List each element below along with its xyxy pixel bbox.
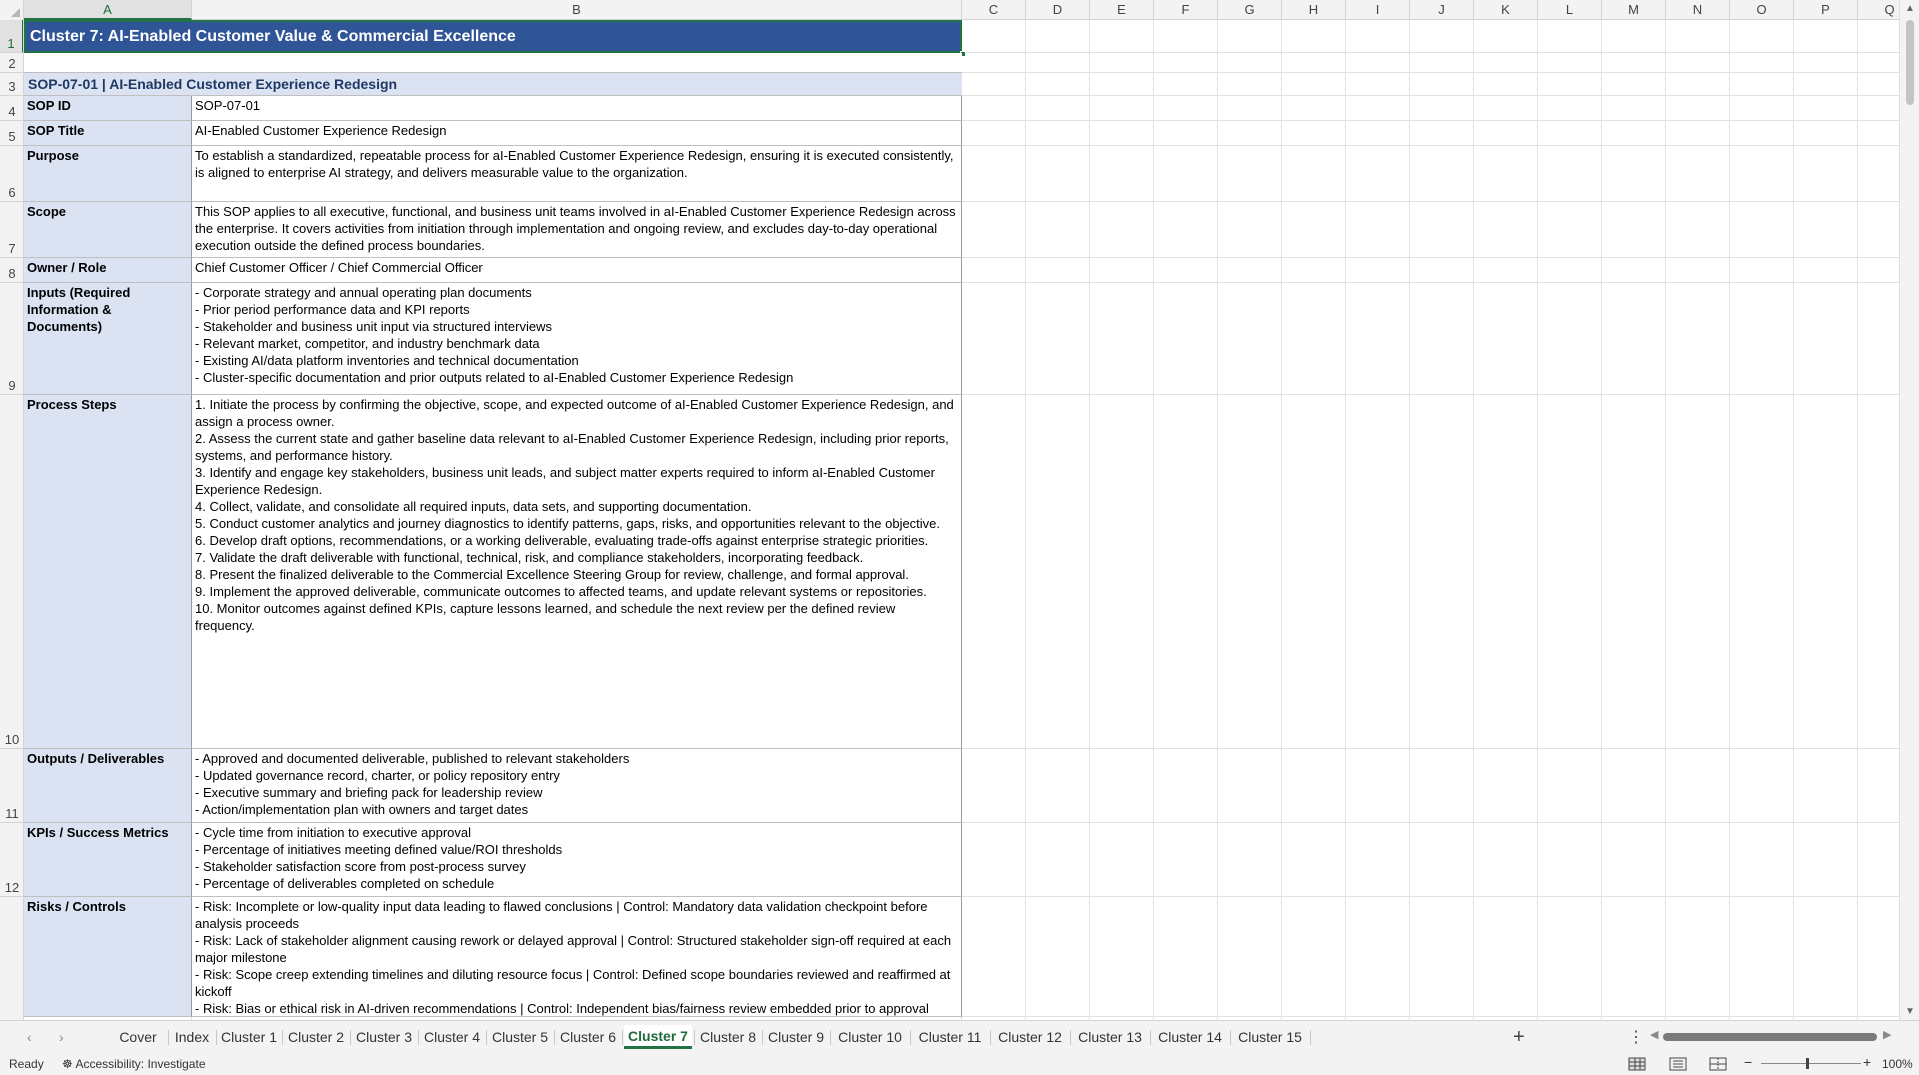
vertical-scroll-thumb[interactable] bbox=[1906, 20, 1914, 105]
tab-separator bbox=[216, 1030, 217, 1045]
field-value-cell[interactable]: - Cycle time from initiation to executive approval - Percentage of initiatives meeting defined value/ROI thresholds - Stakeholder satisfaction score from post-process survey - Percentage of deliverables completed on schedule bbox=[192, 823, 962, 897]
sheet-tab[interactable]: Cluster 14 bbox=[1158, 1029, 1222, 1045]
field-label-cell[interactable]: Owner / Role bbox=[24, 258, 192, 283]
tab-separator bbox=[910, 1030, 911, 1045]
column-header-bar bbox=[0, 0, 1919, 20]
row-header-12[interactable]: 12 bbox=[0, 823, 24, 897]
tab-separator bbox=[554, 1030, 555, 1045]
worksheet-grid[interactable] bbox=[24, 20, 1899, 1020]
tab-separator bbox=[350, 1030, 351, 1045]
field-value-cell[interactable]: - Corporate strategy and annual operating plan documents - Prior period performance data and KPI reports - Stakeholder and business unit input via structured interviews - Relevant market, competitor, and industry benchmark data - Existing AI/data platform inventories and technical documentation - Cluster-specific documentation and prior outputs related to aI-Enabled Customer Experience Redesign bbox=[192, 283, 962, 395]
chevron-right-icon[interactable]: › bbox=[59, 1029, 64, 1045]
accessibility-label: Accessibility: Investigate bbox=[75, 1057, 206, 1071]
sheet-tab[interactable]: Cluster 5 bbox=[491, 1029, 549, 1045]
accessibility-status[interactable] bbox=[62, 1057, 206, 1071]
column-header-c[interactable]: C bbox=[962, 0, 1026, 20]
tab-separator bbox=[990, 1030, 991, 1045]
page-break-icon[interactable] bbox=[1707, 1056, 1729, 1072]
field-label-cell[interactable]: Outputs / Deliverables bbox=[24, 749, 192, 823]
grid-column-line bbox=[1857, 20, 1858, 1020]
field-value-cell[interactable]: SOP-07-01 bbox=[192, 96, 962, 121]
field-label-cell[interactable]: Process Steps bbox=[24, 395, 192, 749]
column-header-m[interactable]: M bbox=[1602, 0, 1666, 20]
grid-column-line bbox=[1345, 20, 1346, 1020]
page-layout-icon[interactable] bbox=[1667, 1056, 1689, 1072]
column-header-f[interactable]: F bbox=[1154, 0, 1218, 20]
column-header-d[interactable]: D bbox=[1026, 0, 1090, 20]
sheet-tab[interactable]: Cluster 12 bbox=[998, 1029, 1062, 1045]
column-header-q[interactable]: Q bbox=[1858, 0, 1919, 20]
field-label-cell[interactable]: SOP ID bbox=[24, 96, 192, 121]
column-header-k[interactable]: K bbox=[1474, 0, 1538, 20]
field-label-cell[interactable]: Risks / Controls bbox=[24, 897, 192, 1017]
row-header-3[interactable]: 3 bbox=[0, 73, 24, 96]
column-header-b[interactable]: B bbox=[192, 0, 962, 20]
row-header-8[interactable]: 8 bbox=[0, 258, 24, 283]
grid-column-line bbox=[1665, 20, 1666, 1020]
sheet-tab[interactable]: Cluster 3 bbox=[355, 1029, 413, 1045]
column-header-j[interactable]: J bbox=[1410, 0, 1474, 20]
tab-separator bbox=[762, 1030, 763, 1045]
select-all-corner[interactable] bbox=[0, 0, 24, 20]
sheet-tab[interactable]: Cluster 4 bbox=[423, 1029, 481, 1045]
tab-separator bbox=[1070, 1030, 1071, 1045]
accessibility-icon: ☸ bbox=[62, 1057, 73, 1071]
column-header-a[interactable]: A bbox=[24, 0, 192, 20]
status-bar bbox=[0, 1053, 1919, 1075]
tab-separator bbox=[1310, 1030, 1311, 1045]
grid-column-line bbox=[1089, 20, 1090, 1020]
hscroll-left-icon[interactable]: ◀ bbox=[1650, 1029, 1659, 1041]
sheet-tab-bar bbox=[0, 1020, 1919, 1053]
field-label-cell[interactable]: Purpose bbox=[24, 146, 192, 202]
zoom-slider-knob[interactable] bbox=[1806, 1058, 1809, 1069]
column-header-p[interactable]: P bbox=[1794, 0, 1858, 20]
row-header-2[interactable]: 2 bbox=[0, 53, 24, 73]
column-header-i[interactable]: I bbox=[1346, 0, 1410, 20]
sheet-tab[interactable]: Cluster 9 bbox=[767, 1029, 825, 1045]
column-header-n[interactable]: N bbox=[1666, 0, 1730, 20]
grid-column-line bbox=[1473, 20, 1474, 1020]
sheet-title-cell[interactable]: Cluster 7: AI-Enabled Customer Value & Commercial Excellence bbox=[24, 20, 962, 53]
row-header-11[interactable]: 11 bbox=[0, 749, 24, 823]
tab-separator bbox=[168, 1030, 169, 1045]
horizontal-scroll-thumb[interactable] bbox=[1663, 1033, 1877, 1041]
sheet-tab[interactable]: Cluster 6 bbox=[559, 1029, 617, 1045]
tab-separator bbox=[486, 1030, 487, 1045]
sheet-tab[interactable]: Cluster 2 bbox=[287, 1029, 345, 1045]
row-header-1[interactable]: 1 bbox=[0, 20, 24, 53]
sheet-tab[interactable]: Cover bbox=[119, 1029, 157, 1045]
tab-separator bbox=[694, 1030, 695, 1045]
column-header-e[interactable]: E bbox=[1090, 0, 1154, 20]
empty-row-2[interactable] bbox=[24, 53, 962, 73]
grid-column-line bbox=[1793, 20, 1794, 1020]
row-header-9[interactable]: 9 bbox=[0, 283, 24, 395]
zoom-out-button[interactable]: − bbox=[1744, 1054, 1753, 1070]
grid-column-line bbox=[1153, 20, 1154, 1020]
scroll-down-icon[interactable]: ▼ bbox=[1905, 1006, 1915, 1017]
select-all-triangle-icon bbox=[11, 8, 20, 17]
zoom-slider[interactable] bbox=[1761, 1063, 1861, 1064]
sheet-tab[interactable]: Cluster 13 bbox=[1078, 1029, 1142, 1045]
tab-separator bbox=[1150, 1030, 1151, 1045]
grid-column-line bbox=[1409, 20, 1410, 1020]
sheet-tab[interactable]: Cluster 7 bbox=[624, 1025, 692, 1049]
row-header-4[interactable]: 4 bbox=[0, 96, 24, 121]
grid-column-line bbox=[1601, 20, 1602, 1020]
column-header-o[interactable]: O bbox=[1730, 0, 1794, 20]
chevron-left-icon[interactable]: ‹ bbox=[27, 1029, 32, 1045]
sheet-tab[interactable]: Cluster 15 bbox=[1238, 1029, 1302, 1045]
grid-column-line bbox=[1729, 20, 1730, 1020]
vertical-scrollbar[interactable] bbox=[1899, 0, 1919, 1020]
field-value-cell[interactable]: AI-Enabled Customer Experience Redesign bbox=[192, 121, 962, 146]
plus-icon[interactable]: + bbox=[1513, 1026, 1525, 1048]
grid-column-line bbox=[1025, 20, 1026, 1020]
zoom-level[interactable]: 100% bbox=[1882, 1057, 1913, 1071]
grid-column-line bbox=[1281, 20, 1282, 1020]
ellipsis-icon[interactable]: ⋮ bbox=[1628, 1029, 1644, 1046]
grid-column-line bbox=[1537, 20, 1538, 1020]
sop-header-cell[interactable]: SOP-07-01 | AI-Enabled Customer Experience Redesign bbox=[24, 73, 962, 96]
tab-separator bbox=[622, 1030, 623, 1045]
grid-column-line bbox=[1217, 20, 1218, 1020]
field-value-cell[interactable]: - Approved and documented deliverable, published to relevant stakeholders - Updated governance record, charter, or policy repository entry - Executive summary and briefing pack for leadership review - Action/implementation plan with owners and target dates bbox=[192, 749, 962, 823]
field-label-cell[interactable]: KPIs / Success Metrics bbox=[24, 823, 192, 897]
field-label-cell[interactable]: Inputs (Required Information & Documents) bbox=[24, 283, 192, 395]
zoom-in-button[interactable]: + bbox=[1863, 1054, 1872, 1070]
row-header-5[interactable]: 5 bbox=[0, 121, 24, 146]
row-header-bar bbox=[0, 20, 24, 1020]
sheet-tab[interactable]: Cluster 8 bbox=[699, 1029, 757, 1045]
field-value-cell[interactable]: This SOP applies to all executive, functional, and business unit teams involved in aI-Enabled Customer Experience Redesign across the enterprise. It covers activities from initiation through implementation and ongoing review, and excludes day-to-day operational execution outside the defined process boundaries. bbox=[192, 202, 962, 258]
grid-view-icon[interactable] bbox=[1626, 1056, 1648, 1072]
tab-separator bbox=[830, 1030, 831, 1045]
column-header-g[interactable]: G bbox=[1218, 0, 1282, 20]
row-header-7[interactable]: 7 bbox=[0, 202, 24, 258]
sheet-tab[interactable]: Index bbox=[174, 1029, 210, 1045]
field-value-cell[interactable]: Chief Customer Officer / Chief Commercial Officer bbox=[192, 258, 962, 283]
field-value-cell[interactable]: To establish a standardized, repeatable process for aI-Enabled Customer Experience Redesign, ensuring it is executed consistently, is aligned to enterprise AI strategy, and delivers measurable value to the organization. bbox=[192, 146, 962, 202]
field-value-cell[interactable]: 1. Initiate the process by confirming the objective, scope, and expected outcome of aI-Enabled Customer Experience Redesign, and assign a process owner. 2. Assess the current state and gather baseline data relevant to aI-Enabled Customer Experience Redesign, including prior reports, systems, and performance history. 3. Identify and engage key stakeholders, business unit leads, and subject matter experts required to inform aI-Enabled Customer Experience Redesign. 4. Collect, validate, and consolidate all required inputs, data sets, and supporting documentation. 5. Conduct customer analytics and journey diagnostics to identify patterns, gaps, risks, and opportunities relevant to the objective. 6. Develop draft options, recommendations, or a working deliverable, evaluating trade-offs against enterprise strategic priorities. 7. Validate the draft deliverable with functional, technical, risk, and compliance stakeholders, incorporating feedback. 8. Present the finalized deliverable to the Commercial Excellence Steering Group for review, challenge, and formal approval. 9. Implement the approved deliverable, communicate outcomes to affected teams, and update relevant systems or repositories. 10. Monitor outcomes against defined KPIs, capture lessons learned, and schedule the next review per the defined review frequency. bbox=[192, 395, 962, 749]
column-header-h[interactable]: H bbox=[1282, 0, 1346, 20]
sheet-tab[interactable]: Cluster 1 bbox=[220, 1029, 278, 1045]
row-header-10[interactable]: 10 bbox=[0, 395, 24, 749]
sheet-tab[interactable]: Cluster 11 bbox=[918, 1029, 982, 1045]
tab-separator bbox=[1230, 1030, 1231, 1045]
tab-separator bbox=[418, 1030, 419, 1045]
hscroll-right-icon[interactable]: ▶ bbox=[1883, 1029, 1892, 1041]
field-label-cell[interactable]: SOP Title bbox=[24, 121, 192, 146]
status-ready: Ready bbox=[9, 1057, 44, 1071]
tab-separator bbox=[282, 1030, 283, 1045]
field-label-cell[interactable]: Scope bbox=[24, 202, 192, 258]
column-header-l[interactable]: L bbox=[1538, 0, 1602, 20]
row-header-6[interactable]: 6 bbox=[0, 146, 24, 202]
field-value-cell[interactable]: - Risk: Incomplete or low-quality input data leading to flawed conclusions | Control: Mandatory data validation checkpoint before analysis proceeds - Risk: Lack of stakeholder alignment causing rework or delayed approval | Control: Structured stakeholder sign-off required at each major milestone - Risk: Scope creep extending timelines and diluting resource focus | Control: Defined scope boundaries reviewed and reaffirmed at kickoff - Risk: Bias or ethical risk in AI-driven recommendations | Control: Independent bias/fairness review embedded prior to approval bbox=[192, 897, 962, 1017]
sheet-tab[interactable]: Cluster 10 bbox=[838, 1029, 902, 1045]
scroll-up-icon[interactable]: ▲ bbox=[1905, 3, 1915, 14]
